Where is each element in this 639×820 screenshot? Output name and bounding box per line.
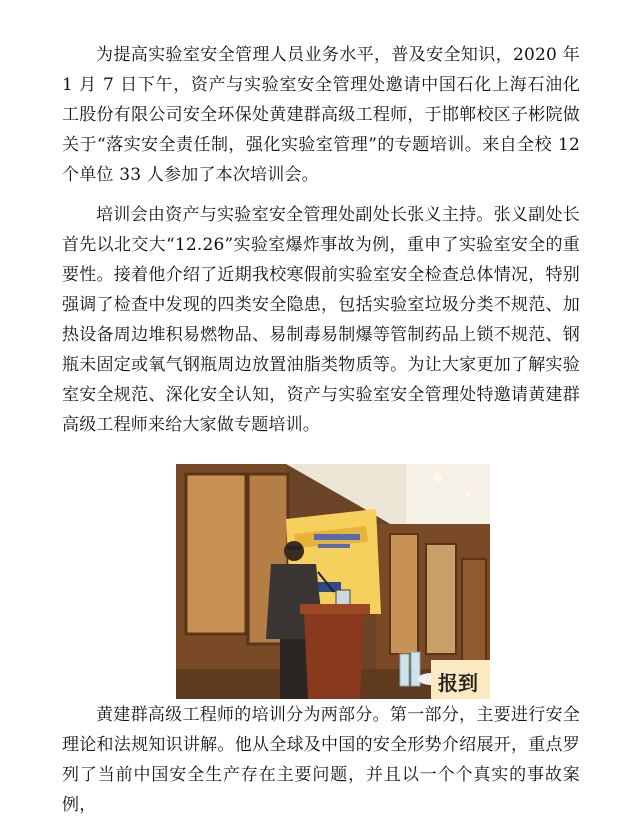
training-photo (176, 464, 490, 699)
sign-text: 报到 (438, 671, 478, 695)
paragraph-host: 培训会由资产与实验室安全管理处副处长张义主持。张义副处长首先以北交大“12.26”实验室爆炸事故为例，重申了实验室安全的重要性。接着他介绍了近期我校寒假前实验室安全检查总体情况，特别强调了检查中发现的四类安全隐患，包括实验室垃圾分类不规范、加热设备周边堆积易燃物品、易制毒易制爆等管制药品上锁不规范、钢瓶未固定或氧气钢瓶周边放置油脂类物质等。为让大家更加了解实验室安全规范、深化安全认知，资产与实验室安全管理处特邀请黄建群高级工程师来给大家做专题培训。 (62, 205, 580, 435)
paragraph-training: 黄建群高级工程师的培训分为两部分。第一部分，主要进行安全理论和法规知识讲解。他从全球及中国的安全形势介绍展开，重点罗列了当前中国安全生产存在主要问题，并且以一个个真实的事故案例， (62, 705, 580, 815)
paragraph-intro: 为提高实验室安全管理人员业务水平，普及安全知识，2020 年 1 月 7 日下午，资产与实验室安全管理处邀请中国石化上海石油化工股份有限公司安全环保处黄建群高级工程师，于邯郸校区子彬院做关于“落实安全责任制，强化实验室管理”的专题培训。来自全校 12 个单位 33 人参加了本次培训会。 (62, 45, 580, 185)
